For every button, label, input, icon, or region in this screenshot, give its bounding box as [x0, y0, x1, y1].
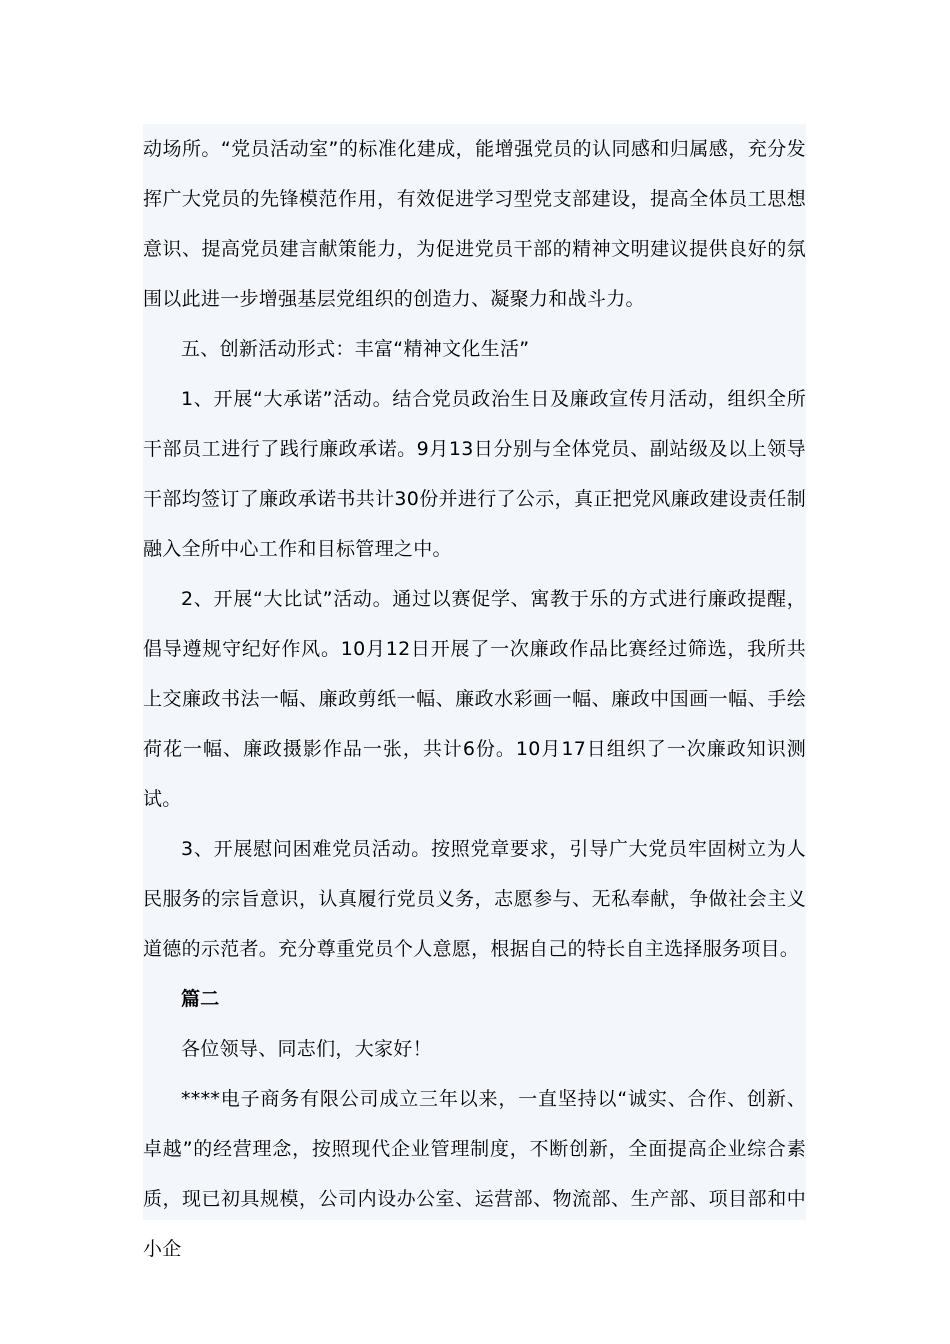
greeting-line: 各位领导、同志们，大家好！ — [181, 1038, 432, 1060]
paragraph-big-contest: 2、开展“大比试”活动。通过以赛促学、寓教于乐的方式进行廉政提醒，倡导遵规守纪好作风。10月12日开展了一次廉政作品比赛经过筛选，我所共上交廉政书法一幅、廉政剪纸一幅、廉政水彩画一幅、廉政中国画一幅、手绘荷花一幅、廉政摄影作品一张，共计6份。10月17日组织了一次廉政知识测试。 — [143, 588, 806, 810]
document-body — [143, 124, 806, 1260]
paragraph-activity-room: 动场所。“党员活动室”的标准化建成，能增强党员的认同感和归属感，充分发挥广大党员的先锋模范作用，有效促进学习型党支部建设，提高全体员工思想意识、提高党员建言献策能力，为促进党员干部的精神文明建议提供良好的氛围以此进一步增强基层党组织的创造力、凝聚力和战斗力。 — [143, 138, 806, 310]
section-heading-innovation: 五、创新活动形式：丰富“精神文化生活” — [181, 338, 530, 360]
paragraph-big-promise: 1、开展“大承诺”活动。结合党员政治生日及廉政宣传月活动，组织全所干部员工进行了践行廉政承诺。9月13日分别与全体党员、副站级及以上领导干部均签订了廉政承诺书共计30份并进行了公示，真正把党风廉政建设责任制融入全所中心工作和目标管理之中。 — [143, 388, 806, 560]
part-two-heading: 篇二 — [181, 988, 220, 1010]
paragraph-company-intro: ****电子商务有限公司成立三年以来，一直坚持以“诚实、合作、创新、卓越”的经营理念，按照现代企业管理制度，不断创新，全面提高企业综合素质，现已初具规模，公司内设办公室、运营部、物流部、生产部、项目部和中小企 — [143, 1088, 806, 1260]
paragraph-care-members: 3、开展慰问困难党员活动。按照党章要求，引导广大党员牢固树立为人民服务的宗旨意识，认真履行党员义务，志愿参与、无私奉献，争做社会主义道德的示范者。充分尊重党员个人意愿，根据自己的特长自主选择服务项目。 — [143, 838, 806, 960]
